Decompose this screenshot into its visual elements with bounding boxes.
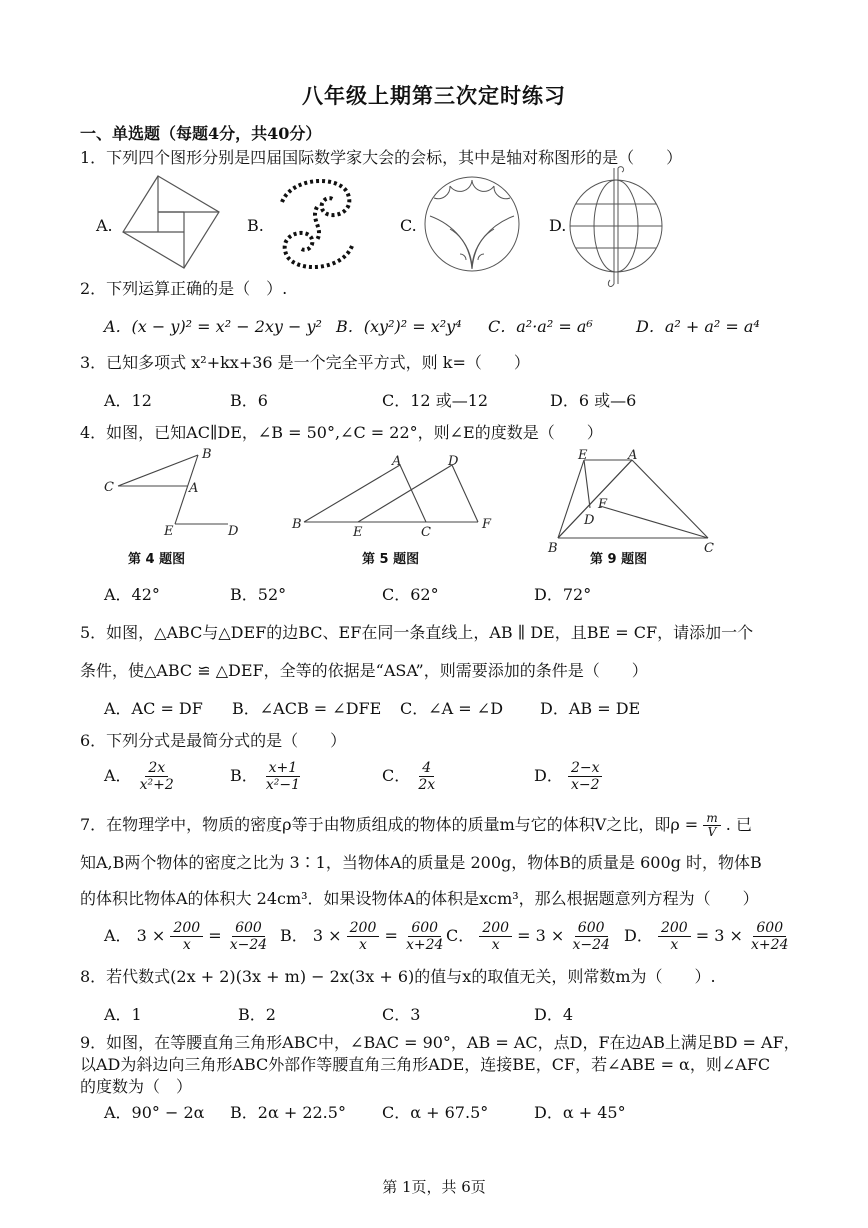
- fraction-denominator: x: [182, 937, 191, 953]
- svg-text:B: B: [202, 447, 212, 462]
- figure-q9-caption: 第 9 题图: [590, 552, 648, 567]
- q7-line-1-text: 7．在物理学中，物质的密度ρ等于由物质组成的物体的质量m与它的体积V之比，即ρ =: [80, 815, 699, 834]
- q3-option-a: A．12: [104, 391, 152, 410]
- svg-text:C: C: [704, 541, 714, 556]
- q6-option-b-fraction: [263, 760, 303, 793]
- fraction-numerator: 600: [753, 920, 786, 937]
- fraction-numerator: 2−x: [568, 760, 603, 777]
- page-footer: 第 1页，共 6页: [382, 1178, 486, 1196]
- equals-times: = 3 ×: [517, 926, 565, 945]
- q4-option-d: D．72°: [534, 585, 592, 604]
- svg-text:A: A: [628, 448, 638, 463]
- q5-option-c: C．∠A = ∠D: [400, 699, 504, 718]
- fraction: [227, 920, 270, 953]
- q9-option-c: C．α + 67.5°: [382, 1103, 489, 1122]
- fraction-denominator: x²+2: [139, 777, 174, 793]
- q2-option-a: A．(x − y)² = x² − 2xy − y²: [104, 317, 322, 336]
- svg-text:E: E: [353, 525, 363, 538]
- svg-text:E: E: [164, 524, 174, 538]
- fraction-numerator: x+1: [266, 760, 301, 777]
- fraction-denominator: x: [491, 937, 500, 953]
- q7-option-c: [446, 920, 613, 953]
- q2-option-c: C．a²·a² = a⁶: [488, 317, 593, 336]
- q6-option-a: [104, 760, 177, 793]
- q6-option-b: [230, 760, 303, 793]
- page-title: 八年级上期第三次定时练习: [302, 83, 566, 108]
- q1-option-d-label: D.: [549, 216, 567, 235]
- q6-option-c-fraction: [415, 760, 438, 793]
- q7-option-a-prefix: 3 ×: [136, 926, 166, 945]
- question-8: 8．若代数式(2x + 2)(3x + m) − 2x(3x + 6)的值与x的取值无关，则常数m为（ ）.: [80, 967, 716, 986]
- fraction-denominator: x−24: [229, 937, 268, 953]
- q8-option-b: B．2: [238, 1005, 276, 1024]
- svg-text:C: C: [104, 480, 114, 495]
- fraction: [479, 920, 512, 953]
- figure-q5: [290, 450, 500, 538]
- fraction: [569, 920, 612, 953]
- figure-q9: [544, 446, 720, 556]
- q6-option-c: [382, 760, 438, 793]
- q6-option-d-fraction: [568, 760, 603, 793]
- fraction: [658, 920, 691, 953]
- q6-option-a-fraction: [137, 760, 177, 793]
- fraction: [403, 920, 446, 953]
- q7-option-d: [624, 920, 791, 953]
- fraction-numerator: 600: [575, 920, 608, 937]
- q2-option-d: D．a² + a² = a⁴: [636, 317, 760, 336]
- fraction-numerator: 600: [408, 920, 441, 937]
- svg-text:E: E: [578, 448, 588, 463]
- q6-option-d-label: D．: [534, 766, 563, 785]
- fraction-numerator: 200: [170, 920, 203, 937]
- svg-text:F: F: [482, 517, 492, 532]
- fraction-numerator: 200: [479, 920, 512, 937]
- fraction-denominator: x−24: [572, 937, 610, 953]
- fraction-denominator: x−2: [570, 777, 600, 793]
- q6-option-d: [534, 760, 602, 793]
- question-5-line-2: 条件，使△ABC ≌ △DEF，全等的依据是“ASA”，则需要添加的条件是（ ）: [80, 661, 648, 680]
- q7-option-c-label: C．: [446, 926, 475, 945]
- q1-option-a-label: A.: [96, 216, 113, 235]
- fraction-numerator: 4: [419, 760, 434, 777]
- fraction-denominator: x: [359, 937, 367, 953]
- fraction-denominator: V: [707, 825, 717, 839]
- question-5-line-1: 5．如图，△ABC与△DEF的边BC、EF在同一条直线上，AB ∥ DE，且BE = CF，请添加一个: [80, 623, 754, 642]
- q7-option-b-label: B．: [280, 926, 308, 945]
- q5-option-d: D．AB = DE: [540, 699, 641, 718]
- question-6: 6．下列分式是最简分式的是（ ）: [80, 731, 347, 750]
- q7-density-fraction: [703, 812, 720, 839]
- question-7-line-3: 的体积比物体A的体积大 24cm³．如果设物体A的体积是xcm³，那么根据题意列方程为（ ）: [80, 889, 759, 908]
- q1-option-c-label: C.: [400, 216, 417, 235]
- q1-figure-d-logo: [566, 166, 666, 290]
- equals-times: = 3 ×: [695, 926, 743, 945]
- q8-option-a: A．1: [104, 1005, 142, 1024]
- fraction-denominator: 2x: [418, 777, 436, 793]
- svg-text:C: C: [421, 525, 431, 538]
- question-7-line-2: 知A,B两个物体的密度之比为 3∶1，当物体A的质量是 200g，物体B的质量是 600g 时，物体B: [80, 853, 762, 872]
- fraction-numerator: 200: [347, 920, 380, 937]
- svg-text:D: D: [584, 513, 595, 528]
- svg-text:D: D: [448, 454, 459, 469]
- q6-option-c-label: C．: [382, 766, 411, 785]
- fraction-denominator: x²−1: [265, 777, 301, 793]
- fraction-numerator: 200: [658, 920, 691, 937]
- question-9-line-3: 的度数为（ ）: [80, 1077, 193, 1096]
- question-9-line-1: 9．如图，在等腰直角三角形ABC中，∠BAC = 90°，AB = AC，点D，F在边AB上满足BD = AF，: [80, 1033, 800, 1052]
- q6-option-a-label: A．: [104, 766, 132, 785]
- svg-text:B: B: [548, 541, 558, 556]
- svg-text:F: F: [598, 497, 608, 512]
- figure-q4-caption: 第 4 题图: [128, 552, 186, 567]
- q3-option-d: D．6 或—6: [550, 391, 637, 410]
- equals-sign: =: [384, 926, 398, 945]
- question-2: 2．下列运算正确的是（ ）.: [80, 279, 288, 298]
- svg-text:D: D: [228, 524, 239, 538]
- q4-option-a: A．42°: [104, 585, 160, 604]
- q5-option-a: A．AC = DF: [104, 699, 203, 718]
- equals-sign: =: [208, 926, 222, 945]
- q1-option-b-label: B.: [247, 216, 264, 235]
- figure-q5-caption: 第 5 题图: [362, 552, 420, 567]
- svg-text:A: A: [392, 454, 402, 469]
- fraction: [748, 920, 791, 953]
- q7-option-a-label: A．: [104, 926, 132, 945]
- q7-line-1-end: . 已: [725, 815, 752, 834]
- q4-option-c: C．62°: [382, 585, 439, 604]
- fraction-numerator: 600: [232, 920, 265, 937]
- fraction-denominator: x+24: [751, 937, 789, 953]
- svg-text:B: B: [292, 517, 302, 532]
- q7-option-b: [280, 920, 446, 953]
- q6-option-b-label: B．: [230, 766, 258, 785]
- fraction: [170, 920, 203, 953]
- fraction-numerator: 2x: [145, 760, 168, 777]
- q7-option-d-label: D．: [624, 926, 653, 945]
- fraction-numerator: m: [703, 812, 720, 826]
- question-3: 3．已知多项式 x²+kx+36 是一个完全平方式，则 k=（ ）: [80, 353, 530, 372]
- q7-option-b-prefix: 3 ×: [312, 926, 342, 945]
- fraction-denominator: x+24: [405, 937, 444, 953]
- q9-option-a: A．90° − 2α: [104, 1103, 205, 1122]
- q8-option-c: C．3: [382, 1005, 421, 1024]
- section-heading: 一、单选题（每题4分，共40分）: [80, 124, 322, 143]
- q5-option-b: B．∠ACB = ∠DFE: [232, 699, 382, 718]
- q9-option-b: B．2α + 22.5°: [230, 1103, 346, 1122]
- q1-figure-a-logo: [118, 174, 222, 270]
- question-1: 1．下列四个图形分别是四届国际数学家大会的会标，其中是轴对称图形的是（ ）: [80, 148, 683, 167]
- question-7-line-1: [80, 812, 752, 839]
- q3-option-b: B．6: [230, 391, 268, 410]
- q3-option-c: C．12 或—12: [382, 391, 489, 410]
- q1-figure-b-logo: [262, 172, 372, 276]
- svg-text:A: A: [189, 481, 199, 496]
- question-9-line-2: 以AD为斜边向三角形ABC外部作等腰直角三角形ADE，连接BE，CF，若∠ABE = α，则∠AFC: [80, 1055, 771, 1074]
- fraction-denominator: x: [670, 937, 679, 953]
- figure-q4: [100, 446, 250, 538]
- q8-option-d: D．4: [534, 1005, 574, 1024]
- q7-option-a: [104, 920, 270, 953]
- q1-figure-c-logo: [422, 174, 522, 274]
- question-4: 4．如图，已知AC∥DE，∠B = 50°,∠C = 22°，则∠E的度数是（ ）: [80, 423, 603, 442]
- q4-option-b: B．52°: [230, 585, 287, 604]
- fraction: [347, 920, 380, 953]
- q2-option-b: B．(xy²)² = x²y⁴: [336, 317, 462, 336]
- q9-option-d: D．α + 45°: [534, 1103, 626, 1122]
